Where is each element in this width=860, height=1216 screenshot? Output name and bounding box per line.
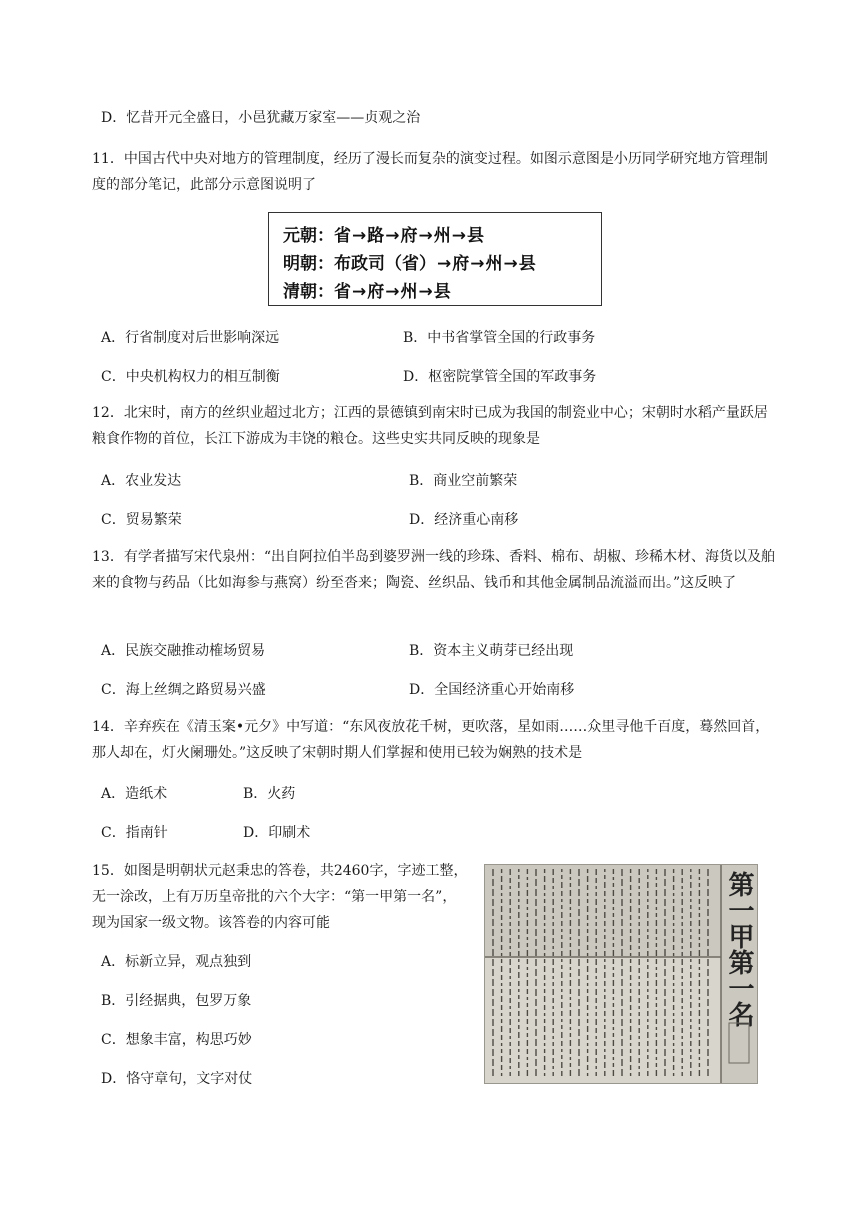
step: 省: [334, 282, 351, 302]
q11-stem-text: 中国古代中央对地方的管理制度，经历了漫长而复杂的演变过程。如图示意图是小历同学研究地方管理制度的部分笔记，此部分示意图说明了: [92, 151, 768, 193]
q13-option-a[interactable]: A．民族交融推动榷场贸易: [101, 643, 266, 659]
arrow-right-icon: →: [352, 226, 367, 246]
q11-option-d[interactable]: D．枢密院掌管全国的军政事务: [403, 369, 597, 385]
arrow-right-icon: →: [418, 226, 433, 246]
step: 县: [518, 254, 536, 274]
arrow-right-icon: →: [385, 282, 400, 302]
step: 州: [400, 282, 418, 302]
step: 省: [334, 226, 351, 246]
q14-option-b[interactable]: B．火药: [243, 786, 296, 802]
q15-option-b[interactable]: B．引经据典，包罗万象: [101, 993, 252, 1009]
q14-option-c[interactable]: C．指南针: [101, 825, 168, 841]
q12-stem: [92, 400, 778, 452]
q13-number: 13．: [92, 549, 124, 565]
q13-option-c[interactable]: C．海上丝绸之路贸易兴盛: [101, 682, 266, 698]
diagram-row-qing: [283, 277, 451, 302]
q11-option-b[interactable]: B．中书省掌管全国的行政事务: [403, 330, 596, 346]
step: 布政司（省）: [334, 254, 436, 274]
q13-stem-text: 有学者描写宋代泉州：“出自阿拉伯半岛到婆罗洲一线的珍珠、香料、棉布、胡椒、珍稀木材、海货以及舶来的食物与药品（比如海参与燕窝）纷至沓来；陶瓷、丝织品、钱币和其他金属制品流溢而出。”这反映了: [92, 549, 775, 591]
step: 州: [433, 226, 451, 246]
q12-option-a[interactable]: A．农业发达: [101, 473, 182, 489]
q11-stem: [92, 146, 778, 198]
diagram-row-yuan: [283, 221, 484, 246]
q15-option-c[interactable]: C．想象丰富，构思巧妙: [101, 1032, 252, 1048]
q14-number: 14．: [92, 719, 124, 735]
q13-option-b[interactable]: B．资本主义萌芽已经出现: [409, 643, 574, 659]
q11-option-a[interactable]: A．行省制度对后世影响深远: [101, 330, 280, 346]
q13-option-d[interactable]: D．全国经济重心开始南移: [409, 682, 575, 698]
arrow-right-icon: →: [503, 254, 518, 274]
q12-option-d[interactable]: D．经济重心南移: [409, 512, 519, 528]
step: 府: [367, 282, 385, 302]
q14-option-d[interactable]: D．印刷术: [243, 825, 311, 841]
arrow-right-icon: →: [451, 226, 466, 246]
q11-number: 11．: [92, 151, 124, 167]
dynasty-label: 明朝：: [283, 254, 334, 274]
q11-diagram: [268, 212, 602, 306]
arrow-right-icon: →: [418, 282, 433, 302]
exam-paper-illustration: [485, 865, 757, 1083]
arrow-right-icon: →: [352, 282, 367, 302]
q12-stem-text: 北宋时，南方的丝织业超过北方；江西的景德镇到南宋时已成为我国的制瓷业中心；宋朝时水稻产量跃居粮食作物的首位，长江下游成为丰饶的粮仓。这些史实共同反映的现象是: [92, 405, 768, 447]
step: 府: [400, 226, 418, 246]
q12-option-b[interactable]: B．商业空前繁荣: [409, 473, 518, 489]
step: 县: [467, 226, 484, 246]
q14-stem-text: 辛弃疾在《清玉案•元夕》中写道：“东风夜放花千树，更吹落，星如雨……众里寻他千百度，蓦然回首，那人却在，灯火阑珊处。”这反映了宋朝时期人们掌握和使用已较为娴熟的技术是: [92, 719, 770, 761]
arrow-right-icon: →: [470, 254, 485, 274]
step: 县: [433, 282, 451, 302]
q11-option-c[interactable]: C．中央机构权力的相互制衡: [101, 369, 280, 385]
dynasty-label: 元朝：: [283, 226, 334, 246]
exam-paper-photo: [484, 864, 758, 1084]
q12-number: 12．: [92, 405, 124, 421]
q12-option-c[interactable]: C．贸易繁荣: [101, 512, 182, 528]
arrow-right-icon: →: [437, 254, 452, 274]
step: 路: [367, 226, 385, 246]
q15-stem: [92, 858, 468, 936]
q15-option-d[interactable]: D．恪守章句，文字对仗: [101, 1071, 253, 1087]
q14-stem: [92, 714, 778, 766]
arrow-right-icon: →: [385, 226, 400, 246]
step: 府: [452, 254, 470, 274]
step: 州: [485, 254, 503, 274]
dynasty-label: 清朝：: [283, 282, 334, 302]
diagram-row-ming: [283, 249, 536, 274]
exam-title-vertical: 第一甲第一名: [724, 871, 754, 1027]
q15-option-a[interactable]: A．标新立异，观点独到: [101, 954, 252, 970]
q14-option-a[interactable]: A．造纸术: [101, 786, 168, 802]
q15-stem-text: 如图是明朝状元赵秉忠的答卷，共2460字，字迹工整，无一涂改，上有万历皇帝批的六个大字：“第一甲第一名”，现为国家一级文物。该答卷的内容可能: [92, 863, 468, 931]
q13-stem: [92, 544, 778, 596]
q10-option-d: D．忆昔开元全盛日，小邑犹藏万家室——贞观之治: [101, 110, 421, 126]
q15-number: 15．: [92, 863, 124, 879]
